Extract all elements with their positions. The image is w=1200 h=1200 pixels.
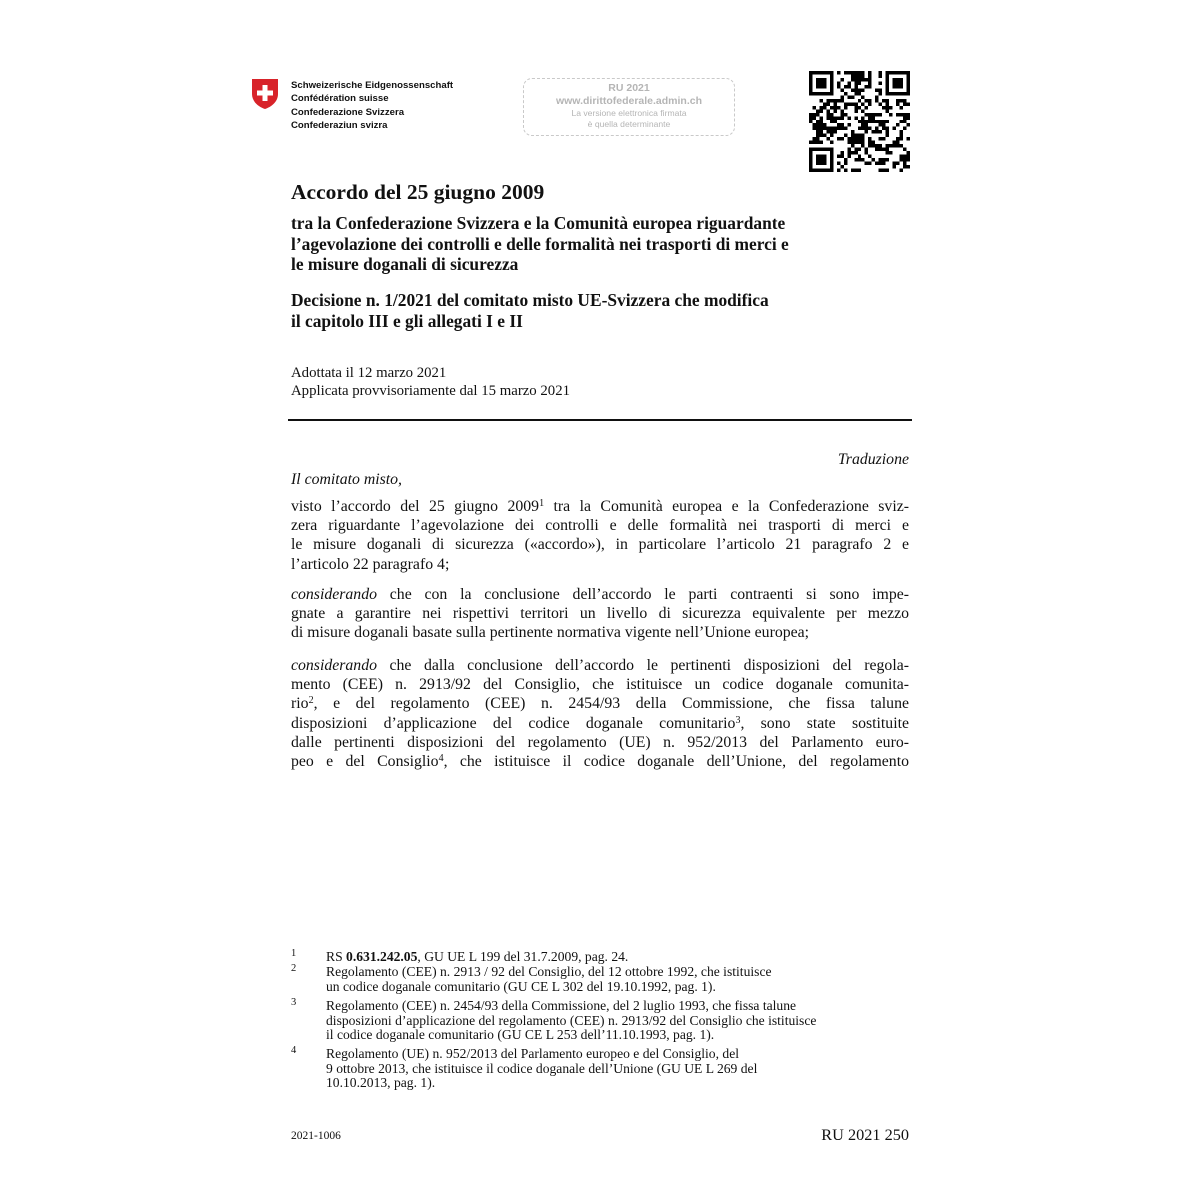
- stamp-note-1: La versione elettronica firmata: [571, 108, 687, 118]
- electronic-signature-stamp: [523, 78, 735, 136]
- applied-date: Applicata provvisoriamente dal 15 marzo 2021: [291, 382, 571, 399]
- intro-line: Il comitato misto,: [291, 471, 403, 488]
- text-line: visto l’accordo del 25 giugno 2009$^1$ tra la Comunità europea e la Confederazione sviz-: [291, 498, 909, 515]
- swiss-crest-logo: [251, 78, 279, 110]
- footnote-number: 1: [291, 948, 297, 959]
- text-line: l’articolo 22 paragrafo 4;: [291, 555, 450, 573]
- text-line: le misure doganali di sicurezza («accordo»), in particolare l’articolo 21 paragrafo 2 e: [291, 536, 909, 554]
- document-title: Accordo del 25 giugno 2009: [291, 180, 545, 204]
- horizontal-rule: [288, 419, 912, 421]
- stamp-ru: RU 2021: [608, 82, 650, 94]
- paragraph-considerando-2: [291, 656, 909, 771]
- footnote-text: disposizioni d’applicazione del regolamento (CEE) n. 2913/92 del Consiglio che istituisce: [326, 1012, 817, 1028]
- footnote-number: 4: [291, 1045, 297, 1056]
- paragraph-considerando-1: [291, 585, 909, 643]
- footnote-text: un codice doganale comunitario (GU CE L 302 del 19.10.1992, pag. 1).: [326, 978, 716, 994]
- adopted-date: Adottata il 12 marzo 2021: [291, 365, 447, 381]
- text-line: mento (CEE) n. 2913/92 del Consiglio, che istituisce un codice doganale comunita-: [291, 676, 909, 694]
- paragraph-visto: [291, 497, 909, 574]
- text-line: zera riguardante l’agevolazione dei controlli e delle formalità nei trasporti di merci e: [291, 517, 909, 535]
- conf-name-rm: Confederaziun svizra: [291, 120, 388, 132]
- footnote-text: 9 ottobre 2013, che istituisce il codice doganale dell’Unione (GU UE L 269 del: [326, 1060, 758, 1076]
- footnote-ref: 3: [735, 714, 741, 726]
- dates-block: [291, 365, 570, 400]
- footnote-text: Regolamento (CEE) n. 2454/93 della Commissione, del 2 luglio 1993, che fissa talune: [326, 998, 797, 1013]
- text-line: disposizioni d’applicazione del codice doganale comunitario$^3$, sono state sostituite: [291, 714, 909, 732]
- document-code: 2021-1006: [291, 1130, 341, 1142]
- conf-name-fr: Confédération suisse: [291, 93, 389, 105]
- footnote-text: il codice doganale comunitario (GU CE L 253 dell’11.10.1993, pag. 1).: [326, 1027, 715, 1043]
- translation-label: Traduzione: [837, 451, 909, 468]
- footnote-number: 2: [291, 963, 297, 974]
- qr-code-icon: [809, 71, 910, 172]
- decision-line: il capitolo III e gli allegati I e II: [291, 310, 523, 331]
- decision-line: Decisione n. 1/2021 del comitato misto UE-Svizzera che modifica: [291, 290, 769, 310]
- footnote-ref: 4: [438, 752, 444, 764]
- footnote-text: 10.10.2013, pag. 1).: [326, 1075, 436, 1091]
- stamp-url: www.dirittofederale.admin.ch: [555, 95, 703, 107]
- text-line: considerando che dalla conclusione dell’accordo le pertinenti disposizioni del regola-: [291, 657, 909, 674]
- text-line: rio$^2$, e del regolamento (CEE) n. 2454/93 della Commissione, che fissa talune: [291, 695, 909, 713]
- footnote-ref: 2: [308, 695, 314, 707]
- conf-name-it: Confederazione Svizzera: [291, 106, 405, 118]
- stamp-note-2: è quella determinante: [587, 119, 671, 129]
- confederation-names: [291, 79, 453, 133]
- document-subtitle: [291, 213, 911, 275]
- text-line: gnate a garantire nei rispettivi territori un livello di sicurezza equivalente per mezzo: [291, 605, 909, 623]
- footnote-text: RS 0.631.242.05, GU UE L 199 del 31.7.2009, pag. 24.: [326, 949, 629, 964]
- footnote-text: Regolamento (UE) n. 952/2013 del Parlamento europeo e del Consiglio, del: [326, 1046, 740, 1061]
- text-line: peo e del Consiglio$^4$, che istituisce il codice doganale dell’Unione, del regolamento: [291, 752, 909, 770]
- conf-name-de: Schweizerische Eidgenossenschaft: [291, 80, 454, 91]
- footnote-text: Regolamento (CEE) n. 2913 / 92 del Consiglio, del 12 ottobre 1992, che istituisce: [326, 964, 772, 979]
- footnote-number: 3: [291, 997, 297, 1008]
- official-collection-reference: RU 2021 250: [821, 1125, 909, 1144]
- decision-title: [291, 290, 911, 331]
- footnote-ref: 1: [539, 498, 545, 509]
- subtitle-line: le misure doganali di sicurezza: [291, 254, 519, 274]
- text-line: di misure doganali basate sulla pertinente normativa vigente nell’Unione europea;: [291, 624, 810, 642]
- text-line: considerando che con la conclusione dell’accordo le parti contraenti si sono impe-: [291, 586, 909, 603]
- text-line: dalle pertinenti disposizioni del regolamento (UE) n. 952/2013 del Parlamento euro-: [291, 733, 909, 751]
- subtitle-line: tra la Confederazione Svizzera e la Comunità europea riguardante: [291, 213, 786, 233]
- subtitle-line: l’agevolazione dei controlli e delle formalità nei trasporti di merci e: [291, 233, 789, 254]
